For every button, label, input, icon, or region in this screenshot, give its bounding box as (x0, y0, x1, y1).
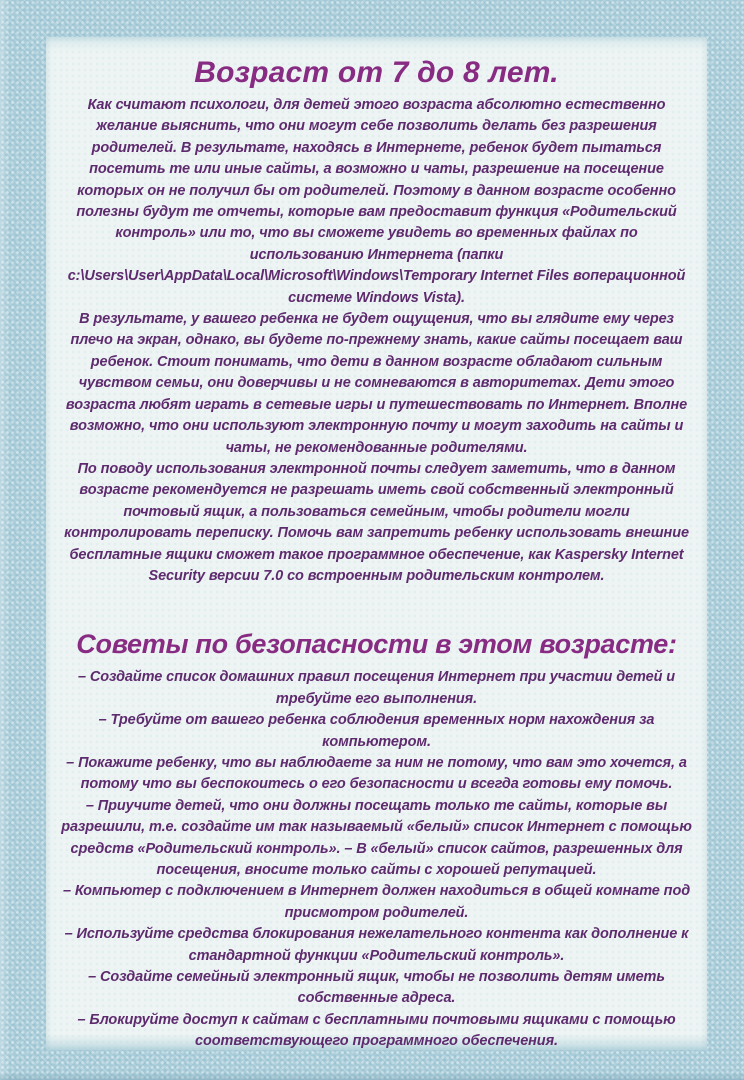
intro-paragraph: Как считают психологи, для детей этого возраста абсолютно естественно желание выяснить, что они могут себе позволить делать без разрешения родителей. В результате, находясь в Интернете, ребенок будет пытаться посетить те или иные сайты, а возможно и чаты, разрешение на посещение которых он не получил бы от родителей. Поэтому в данном возрасте особенно полезны будут те отчеты, которые вам предоставит функция «Родительский контроль» или то, что вы сможете увидеть во временных файлах по использованию Интернета (папки c:\Users\User\AppData\Local\Microsoft\Windows\Temporary Internet Files воперационной системе Windows Vista). (67, 97, 686, 306)
tips-list (61, 667, 692, 1050)
tip-item: – Используйте средства блокирования нежелательного контента как дополнение к стандартной функции «Родительский контроль». (64, 926, 689, 964)
tips-heading: Советы по безопасности в этом возрасте: (76, 629, 677, 660)
content-panel (46, 37, 707, 1050)
tip-item: – Создайте список домашних правил посещения Интернет при участии детей и требуйте его выполнения. (77, 669, 676, 707)
tip-item: – Блокируйте доступ к сайтам с бесплатными почтовыми ящиками с помощью соответствующего программного обеспечения. (77, 1011, 676, 1050)
tip-item: – Требуйте от вашего ребенка соблюдения временных норм нахождения за компьютером. (98, 712, 655, 750)
tip-item: – Покажите ребенку, что вы наблюдаете за ним не потому, что вам это хочется, а потому что вы беспокоитесь о его безопасности и всегда готовы ему помочь. (66, 754, 687, 793)
intro-paragraph: По поводу использования электронной почты следует заметить, что в данном возрасте рекомендуется не разрешать иметь свой собственный электронный почтовый ящик, а пользоваться семейным, чтобы родители могли контролировать переписку. Помочь вам запретить ребенку использовать внешние бесплатные ящики сможет такое программное обеспечение, как Kaspersky Internet Security версии 7.0 со встроенным родительским контролем. (64, 460, 689, 584)
page-title: Возраст от 7 до 8 лет. (194, 56, 559, 89)
intro-text (61, 95, 692, 587)
tip-item: – Создайте семейный электронный ящик, чтобы не позволить детям иметь собственные адреса. (88, 969, 665, 1007)
tip-item: – Компьютер с подключением в Интернет должен находиться в общей комнате под присмотром родителей. (62, 883, 691, 921)
tip-item: – Приучите детей, что они должны посещать только те сайты, которые вы разрешили, т.е. создайте им так называемый «белый» список Интернет с помощью средств «Родительский контроль». – В «белый» список сайтов, разрешенных для посещения, вносите только сайты с хорошей репутацией. (61, 797, 692, 878)
intro-paragraph: В результате, у вашего ребенка не будет ощущения, что вы глядите ему через плечо на экран, однако, вы будете по-прежнему знать, какие сайты посещает ваш ребенок. Стоит понимать, что дети в данном возрасте обладают сильным чувством семьи, они доверчивы и не сомневаются в авторитетах. Дети этого возраста любят играть в сетевые игры и путешествовать по Интернет. Вполне возможно, что они используют электронную почту и могут заходить на сайты и чаты, не рекомендованные родителями. (65, 311, 688, 456)
